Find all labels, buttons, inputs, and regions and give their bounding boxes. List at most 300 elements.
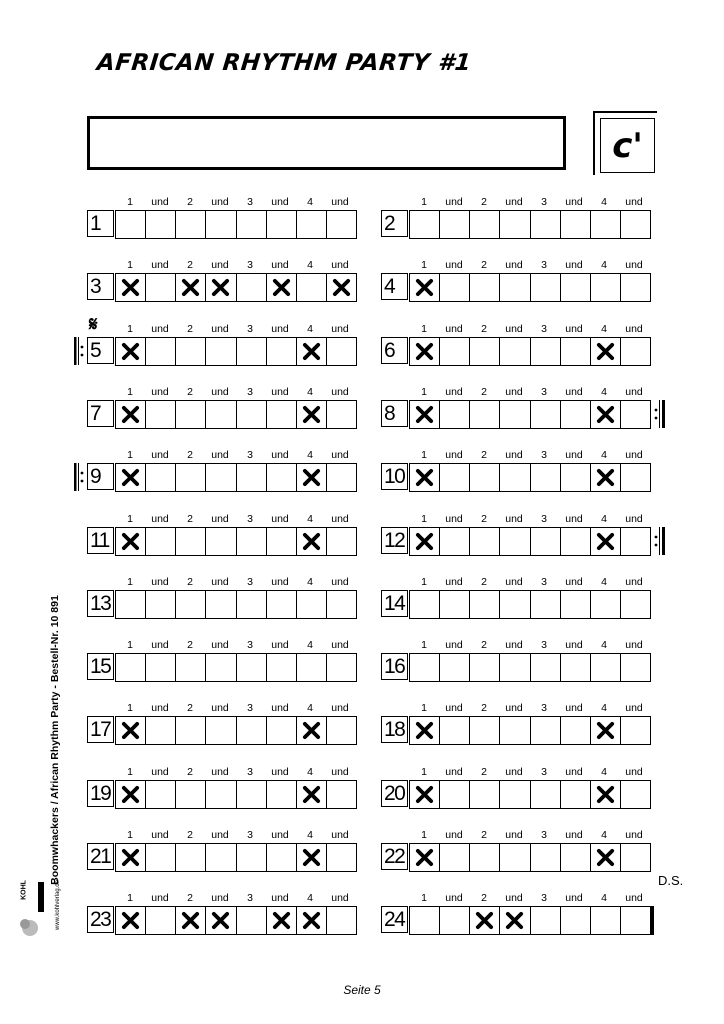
- measure-1: [87, 195, 357, 253]
- measure-number: 13: [87, 590, 114, 617]
- cross-icon: [415, 848, 434, 867]
- cell-empty[interactable]: [470, 528, 500, 555]
- cell-hit[interactable]: [116, 717, 146, 744]
- cell-hit[interactable]: [297, 338, 327, 365]
- beat-labels: [409, 322, 649, 336]
- cell-empty[interactable]: [206, 338, 236, 365]
- cell-empty[interactable]: [621, 781, 650, 808]
- cross-icon: [211, 278, 230, 297]
- beat-label: 3: [541, 512, 547, 525]
- cell-empty[interactable]: [440, 274, 470, 301]
- cell-hit[interactable]: [267, 907, 297, 934]
- cell-empty[interactable]: [531, 211, 561, 238]
- beat-label: und: [271, 702, 289, 715]
- beat-label: 1: [421, 449, 427, 462]
- beat-label: und: [151, 385, 169, 398]
- cell-empty[interactable]: [621, 338, 650, 365]
- cell-empty[interactable]: [500, 401, 530, 428]
- cell-empty[interactable]: [440, 464, 470, 491]
- cell-empty[interactable]: [146, 464, 176, 491]
- repeat-end-icon: [654, 400, 666, 428]
- cell-empty[interactable]: [327, 464, 356, 491]
- cell-empty[interactable]: [327, 528, 356, 555]
- cell-empty[interactable]: [561, 717, 591, 744]
- beat-label: 2: [481, 829, 487, 841]
- cross-icon: [596, 532, 615, 551]
- cell-empty[interactable]: [146, 528, 176, 555]
- cell-empty[interactable]: [500, 464, 530, 491]
- beat-label: 2: [481, 449, 487, 462]
- cell-empty[interactable]: [591, 654, 621, 681]
- cell-empty[interactable]: [146, 338, 176, 365]
- measure-13: [87, 575, 357, 633]
- measure-number: 8: [381, 400, 408, 427]
- cell-empty[interactable]: [500, 844, 530, 871]
- cell-empty[interactable]: [237, 591, 267, 618]
- cell-empty[interactable]: [146, 781, 176, 808]
- cell-empty[interactable]: [470, 717, 500, 744]
- cross-icon: [415, 342, 434, 361]
- beat-label: 4: [601, 449, 607, 462]
- cell-empty[interactable]: [327, 654, 356, 681]
- cell-empty[interactable]: [440, 844, 470, 871]
- cell-empty[interactable]: [440, 717, 470, 744]
- cell-empty[interactable]: [176, 654, 206, 681]
- measure-number: 4: [381, 273, 408, 300]
- cell-empty[interactable]: [267, 401, 297, 428]
- beat-labels: [409, 638, 649, 652]
- beat-label: und: [151, 639, 169, 652]
- measure-15: [87, 638, 357, 696]
- cell-empty[interactable]: [470, 654, 500, 681]
- rhythm-cells: [115, 273, 357, 302]
- cell-hit[interactable]: [116, 401, 146, 428]
- beat-label: und: [211, 322, 229, 335]
- cell-hit[interactable]: [297, 781, 327, 808]
- cell-empty[interactable]: [561, 781, 591, 808]
- beat-label: und: [505, 892, 523, 905]
- beat-label: 2: [481, 639, 487, 652]
- rhythm-cells: [115, 906, 357, 935]
- cell-empty[interactable]: [621, 211, 650, 238]
- beat-label: und: [565, 449, 583, 462]
- beat-label: 4: [601, 322, 607, 335]
- cell-empty[interactable]: [327, 717, 356, 744]
- cell-empty[interactable]: [531, 717, 561, 744]
- beat-label: 2: [481, 512, 487, 525]
- cell-empty[interactable]: [410, 907, 440, 934]
- beat-label: und: [151, 449, 169, 462]
- beat-label: 1: [127, 512, 133, 525]
- cell-empty[interactable]: [267, 844, 297, 871]
- cell-empty[interactable]: [621, 274, 650, 301]
- cell-hit[interactable]: [591, 338, 621, 365]
- rhythm-cells: [409, 337, 651, 366]
- measure-14: [381, 575, 651, 633]
- cell-empty[interactable]: [440, 528, 470, 555]
- cell-hit[interactable]: [591, 781, 621, 808]
- cell-empty[interactable]: [237, 844, 267, 871]
- cell-empty[interactable]: [327, 401, 356, 428]
- cell-empty[interactable]: [470, 211, 500, 238]
- cell-empty[interactable]: [116, 211, 146, 238]
- cell-hit[interactable]: [116, 844, 146, 871]
- cell-empty[interactable]: [176, 464, 206, 491]
- measure-number: 14: [381, 590, 408, 617]
- name-field-box: [87, 116, 566, 170]
- cell-empty[interactable]: [176, 844, 206, 871]
- cell-empty[interactable]: [237, 717, 267, 744]
- beat-labels: [409, 828, 649, 842]
- cell-empty[interactable]: [206, 781, 236, 808]
- cell-empty[interactable]: [327, 338, 356, 365]
- cell-empty[interactable]: [440, 654, 470, 681]
- cell-hit[interactable]: [410, 844, 440, 871]
- beat-labels: [115, 575, 355, 589]
- cell-empty[interactable]: [206, 464, 236, 491]
- cell-empty[interactable]: [176, 211, 206, 238]
- measure-23: [87, 891, 357, 949]
- cell-empty[interactable]: [116, 591, 146, 618]
- cell-hit[interactable]: [591, 464, 621, 491]
- cell-empty[interactable]: [531, 401, 561, 428]
- beat-label: 1: [421, 322, 427, 335]
- cross-icon: [302, 721, 321, 740]
- beat-label: und: [211, 449, 229, 462]
- cell-empty[interactable]: [267, 654, 297, 681]
- cell-empty[interactable]: [531, 338, 561, 365]
- cell-hit[interactable]: [116, 781, 146, 808]
- beat-label: 4: [307, 512, 313, 525]
- cell-empty[interactable]: [176, 338, 206, 365]
- cell-empty[interactable]: [561, 907, 591, 934]
- cell-empty[interactable]: [621, 844, 650, 871]
- cell-empty[interactable]: [500, 781, 530, 808]
- cell-empty[interactable]: [561, 654, 591, 681]
- page-title: AFRICAN RHYTHM PARTY #1: [95, 50, 473, 76]
- cell-empty[interactable]: [470, 401, 500, 428]
- beat-label: und: [271, 765, 289, 778]
- cell-empty[interactable]: [561, 274, 591, 301]
- measure-number: 20: [381, 780, 408, 807]
- measure-7: [87, 385, 357, 443]
- measure-number: 18: [381, 716, 408, 743]
- beat-label: und: [565, 196, 583, 208]
- cell-empty[interactable]: [500, 591, 530, 618]
- cell-empty[interactable]: [237, 338, 267, 365]
- cell-hit[interactable]: [410, 464, 440, 491]
- cell-hit[interactable]: [267, 274, 297, 301]
- cell-empty[interactable]: [410, 591, 440, 618]
- cell-empty[interactable]: [591, 907, 621, 934]
- cell-empty[interactable]: [470, 338, 500, 365]
- cell-empty[interactable]: [116, 654, 146, 681]
- rhythm-cells: [115, 780, 357, 809]
- cell-empty[interactable]: [621, 464, 650, 491]
- measure-24: [381, 891, 651, 949]
- cell-empty[interactable]: [591, 591, 621, 618]
- beat-label: und: [211, 575, 229, 588]
- cell-empty[interactable]: [146, 717, 176, 744]
- cell-hit[interactable]: [206, 274, 236, 301]
- beat-label: 4: [307, 575, 313, 588]
- cell-empty[interactable]: [500, 338, 530, 365]
- cell-empty[interactable]: [531, 464, 561, 491]
- cell-empty[interactable]: [440, 907, 470, 934]
- cell-empty[interactable]: [267, 528, 297, 555]
- cell-empty[interactable]: [410, 654, 440, 681]
- beat-label: 2: [187, 196, 193, 208]
- cell-empty[interactable]: [327, 844, 356, 871]
- cell-empty[interactable]: [531, 907, 561, 934]
- cell-empty[interactable]: [267, 591, 297, 618]
- beat-label: und: [151, 575, 169, 588]
- beat-label: 3: [541, 322, 547, 335]
- cell-empty[interactable]: [146, 591, 176, 618]
- cell-empty[interactable]: [531, 274, 561, 301]
- cell-empty[interactable]: [470, 274, 500, 301]
- cell-empty[interactable]: [176, 717, 206, 744]
- beat-label: 3: [247, 385, 253, 398]
- cell-hit[interactable]: [297, 717, 327, 744]
- beat-label: und: [565, 639, 583, 652]
- cell-empty[interactable]: [237, 528, 267, 555]
- beat-label: und: [505, 196, 523, 208]
- cell-empty[interactable]: [440, 591, 470, 618]
- cell-hit[interactable]: [297, 528, 327, 555]
- beat-label: und: [445, 385, 463, 398]
- cell-empty[interactable]: [561, 464, 591, 491]
- beat-label: 3: [247, 512, 253, 525]
- rhythm-cells: [409, 273, 651, 302]
- cell-empty[interactable]: [176, 401, 206, 428]
- cell-empty[interactable]: [561, 528, 591, 555]
- cell-hit[interactable]: [410, 274, 440, 301]
- measure-number: 11: [87, 527, 114, 554]
- cell-empty[interactable]: [206, 844, 236, 871]
- cell-empty[interactable]: [297, 274, 327, 301]
- cell-empty[interactable]: [440, 401, 470, 428]
- beat-label: und: [625, 892, 643, 905]
- beat-label: 2: [187, 702, 193, 715]
- cell-hit[interactable]: [470, 907, 500, 934]
- cell-hit[interactable]: [500, 907, 530, 934]
- cell-empty[interactable]: [146, 211, 176, 238]
- cell-empty[interactable]: [621, 528, 650, 555]
- cell-empty[interactable]: [176, 781, 206, 808]
- cell-empty[interactable]: [146, 907, 176, 934]
- cell-empty[interactable]: [561, 338, 591, 365]
- cell-empty[interactable]: [531, 781, 561, 808]
- cell-empty[interactable]: [440, 338, 470, 365]
- cell-hit[interactable]: [297, 844, 327, 871]
- cell-empty[interactable]: [206, 717, 236, 744]
- cell-empty[interactable]: [297, 591, 327, 618]
- beat-label: 2: [481, 765, 487, 778]
- cell-hit[interactable]: [591, 717, 621, 744]
- beat-label: 3: [541, 385, 547, 398]
- cell-hit[interactable]: [116, 528, 146, 555]
- beat-label: 1: [421, 702, 427, 715]
- cell-hit[interactable]: [176, 907, 206, 934]
- cell-empty[interactable]: [561, 844, 591, 871]
- cell-empty[interactable]: [267, 338, 297, 365]
- cell-empty[interactable]: [146, 274, 176, 301]
- rhythm-cells: [115, 653, 357, 682]
- cell-empty[interactable]: [176, 528, 206, 555]
- beat-label: und: [565, 702, 583, 715]
- cell-hit[interactable]: [116, 907, 146, 934]
- measure-number: 1: [87, 210, 114, 237]
- cell-empty[interactable]: [206, 401, 236, 428]
- cell-hit[interactable]: [410, 401, 440, 428]
- cell-empty[interactable]: [621, 907, 650, 934]
- cell-empty[interactable]: [591, 274, 621, 301]
- beat-label: und: [625, 322, 643, 335]
- cell-empty[interactable]: [267, 781, 297, 808]
- cell-hit[interactable]: [297, 401, 327, 428]
- cell-empty[interactable]: [237, 464, 267, 491]
- cell-empty[interactable]: [327, 907, 356, 934]
- cell-empty[interactable]: [237, 654, 267, 681]
- cell-empty[interactable]: [470, 591, 500, 618]
- cell-empty[interactable]: [237, 401, 267, 428]
- beat-label: und: [445, 702, 463, 715]
- cell-hit[interactable]: [297, 907, 327, 934]
- beat-label: und: [505, 512, 523, 525]
- cross-icon: [302, 911, 321, 930]
- cell-empty[interactable]: [206, 654, 236, 681]
- cell-empty[interactable]: [531, 844, 561, 871]
- cell-hit[interactable]: [410, 717, 440, 744]
- cell-empty[interactable]: [267, 464, 297, 491]
- cell-empty[interactable]: [327, 591, 356, 618]
- measure-number: 5: [87, 337, 114, 364]
- beat-label: und: [151, 702, 169, 715]
- cell-empty[interactable]: [470, 781, 500, 808]
- cell-empty[interactable]: [440, 211, 470, 238]
- cell-empty[interactable]: [500, 274, 530, 301]
- cell-empty[interactable]: [500, 211, 530, 238]
- beat-label: und: [331, 196, 349, 208]
- cross-icon: [121, 721, 140, 740]
- cell-hit[interactable]: [116, 274, 146, 301]
- measure-number: 6: [381, 337, 408, 364]
- cell-empty[interactable]: [621, 654, 650, 681]
- cell-empty[interactable]: [327, 781, 356, 808]
- cell-empty[interactable]: [500, 717, 530, 744]
- note-label: c': [600, 118, 655, 173]
- cell-empty[interactable]: [297, 211, 327, 238]
- cell-empty[interactable]: [440, 781, 470, 808]
- beat-label: 2: [187, 449, 193, 462]
- cell-hit[interactable]: [410, 338, 440, 365]
- beat-label: 3: [541, 575, 547, 588]
- cell-hit[interactable]: [206, 907, 236, 934]
- cell-empty[interactable]: [237, 907, 267, 934]
- cross-icon: [211, 911, 230, 930]
- beat-label: 2: [481, 385, 487, 398]
- beat-label: und: [331, 892, 349, 905]
- cell-empty[interactable]: [621, 717, 650, 744]
- cell-empty[interactable]: [561, 401, 591, 428]
- cell-empty[interactable]: [561, 591, 591, 618]
- cross-icon: [415, 468, 434, 487]
- beat-labels: [409, 701, 649, 715]
- beat-label: und: [625, 449, 643, 462]
- cell-empty[interactable]: [267, 211, 297, 238]
- measure-number: 3: [87, 273, 114, 300]
- beat-label: und: [565, 575, 583, 588]
- cell-empty[interactable]: [531, 591, 561, 618]
- beat-label: 2: [481, 259, 487, 272]
- cell-empty[interactable]: [176, 591, 206, 618]
- cell-empty[interactable]: [237, 211, 267, 238]
- cell-empty[interactable]: [237, 274, 267, 301]
- cell-empty[interactable]: [500, 528, 530, 555]
- cell-hit[interactable]: [591, 528, 621, 555]
- cell-empty[interactable]: [206, 528, 236, 555]
- cell-hit[interactable]: [297, 464, 327, 491]
- measure-17: [87, 701, 357, 759]
- beat-label: und: [271, 385, 289, 398]
- beat-label: 4: [601, 196, 607, 208]
- cell-empty[interactable]: [327, 211, 356, 238]
- cell-empty[interactable]: [146, 844, 176, 871]
- cross-icon: [302, 342, 321, 361]
- cell-empty[interactable]: [410, 211, 440, 238]
- beat-labels: [115, 512, 355, 526]
- cell-hit[interactable]: [176, 274, 206, 301]
- beat-label: 3: [247, 259, 253, 272]
- beat-label: und: [505, 322, 523, 335]
- cell-hit[interactable]: [410, 528, 440, 555]
- cell-empty[interactable]: [500, 654, 530, 681]
- measure-number: 24: [381, 906, 408, 933]
- cross-icon: [596, 785, 615, 804]
- cell-empty[interactable]: [146, 401, 176, 428]
- beat-label: 4: [307, 322, 313, 335]
- cell-empty[interactable]: [621, 401, 650, 428]
- cell-empty[interactable]: [206, 591, 236, 618]
- rhythm-cells: [409, 590, 651, 619]
- cell-empty[interactable]: [531, 528, 561, 555]
- cell-empty[interactable]: [267, 717, 297, 744]
- cell-empty[interactable]: [561, 211, 591, 238]
- cell-hit[interactable]: [116, 338, 146, 365]
- cell-empty[interactable]: [206, 211, 236, 238]
- beat-label: und: [331, 575, 349, 588]
- cell-empty[interactable]: [591, 211, 621, 238]
- beat-label: 1: [421, 575, 427, 588]
- cell-empty[interactable]: [470, 464, 500, 491]
- cell-empty[interactable]: [470, 844, 500, 871]
- cell-hit[interactable]: [591, 844, 621, 871]
- beat-label: 2: [187, 765, 193, 778]
- cell-hit[interactable]: [327, 274, 356, 301]
- cell-empty[interactable]: [621, 591, 650, 618]
- cell-hit[interactable]: [116, 464, 146, 491]
- cell-empty[interactable]: [146, 654, 176, 681]
- cross-icon: [415, 785, 434, 804]
- cell-empty[interactable]: [297, 654, 327, 681]
- measure-11: [87, 512, 357, 570]
- cell-empty[interactable]: [531, 654, 561, 681]
- cell-hit[interactable]: [410, 781, 440, 808]
- cell-hit[interactable]: [591, 401, 621, 428]
- cell-empty[interactable]: [237, 781, 267, 808]
- measure-20: [381, 765, 651, 823]
